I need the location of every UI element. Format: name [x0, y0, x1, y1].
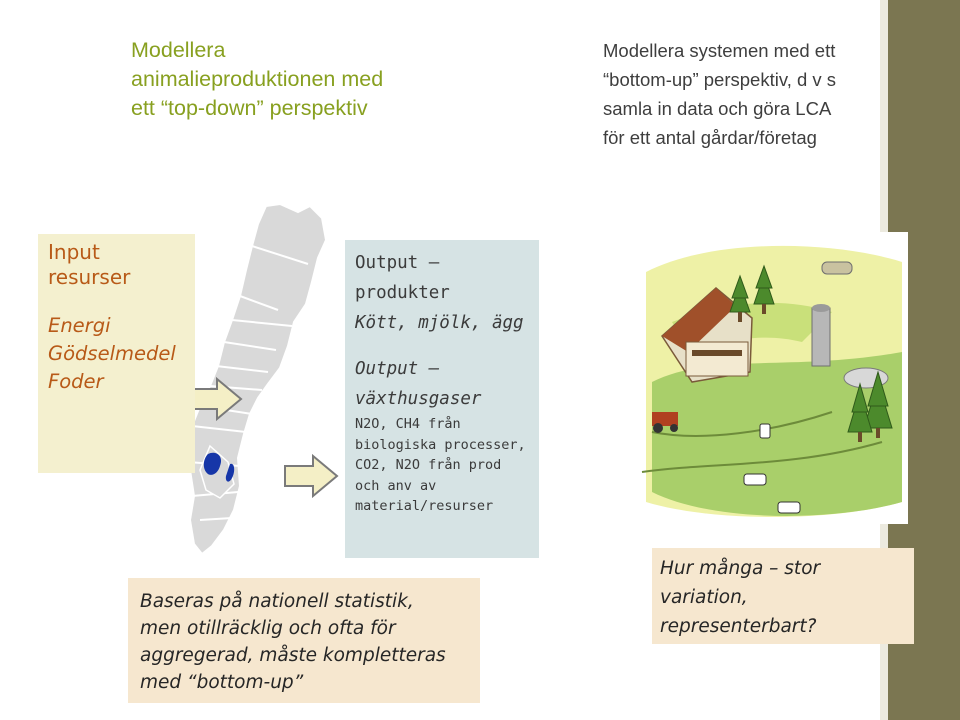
- question-note: Hur många – stor variation, representerbart?: [652, 548, 914, 644]
- input-item-energy: Energi: [48, 314, 111, 337]
- arrow-right-icon: [187, 377, 243, 421]
- input-item-fertilizer: Gödselmedel: [48, 342, 176, 365]
- output-ghg-title-2: växthusgaser: [355, 389, 482, 409]
- output-box: [345, 240, 539, 558]
- farm-illustration: [632, 232, 908, 524]
- arrow-right-icon: [283, 454, 339, 498]
- output-ghg-detail: material/resurser: [355, 498, 494, 514]
- heading-top-down: Modellera animalieproduktionen med ett “top-down” perspektiv: [131, 38, 384, 120]
- output-products-title-2: produkter: [355, 283, 450, 303]
- input-resources-box: [38, 234, 195, 473]
- basis-note: Baseras på nationell statistik, men otillräcklig och ofta för aggregerad, måste kompletteras med “bottom-up”: [128, 578, 480, 703]
- input-title: Input: [48, 240, 100, 264]
- input-title-2: resurser: [48, 265, 131, 289]
- input-item-feed: Foder: [48, 370, 104, 393]
- output-ghg-detail: biologiska processer,: [355, 436, 526, 453]
- output-products-title: Output –: [355, 253, 440, 273]
- output-products-items: Kött, mjölk, ägg: [355, 313, 524, 333]
- output-ghg-detail: N2O, CH4 från: [355, 416, 461, 432]
- output-ghg-detail: CO2, N2O från prod: [355, 457, 502, 473]
- output-ghg-detail: och anv av: [355, 477, 437, 494]
- heading-bottom-up: Modellera systemen med ett “bottom-up” perspektiv, d v s samla in data och göra LCA för ett antal gårdar/företag: [603, 40, 837, 148]
- output-ghg-title: Output –: [355, 359, 440, 379]
